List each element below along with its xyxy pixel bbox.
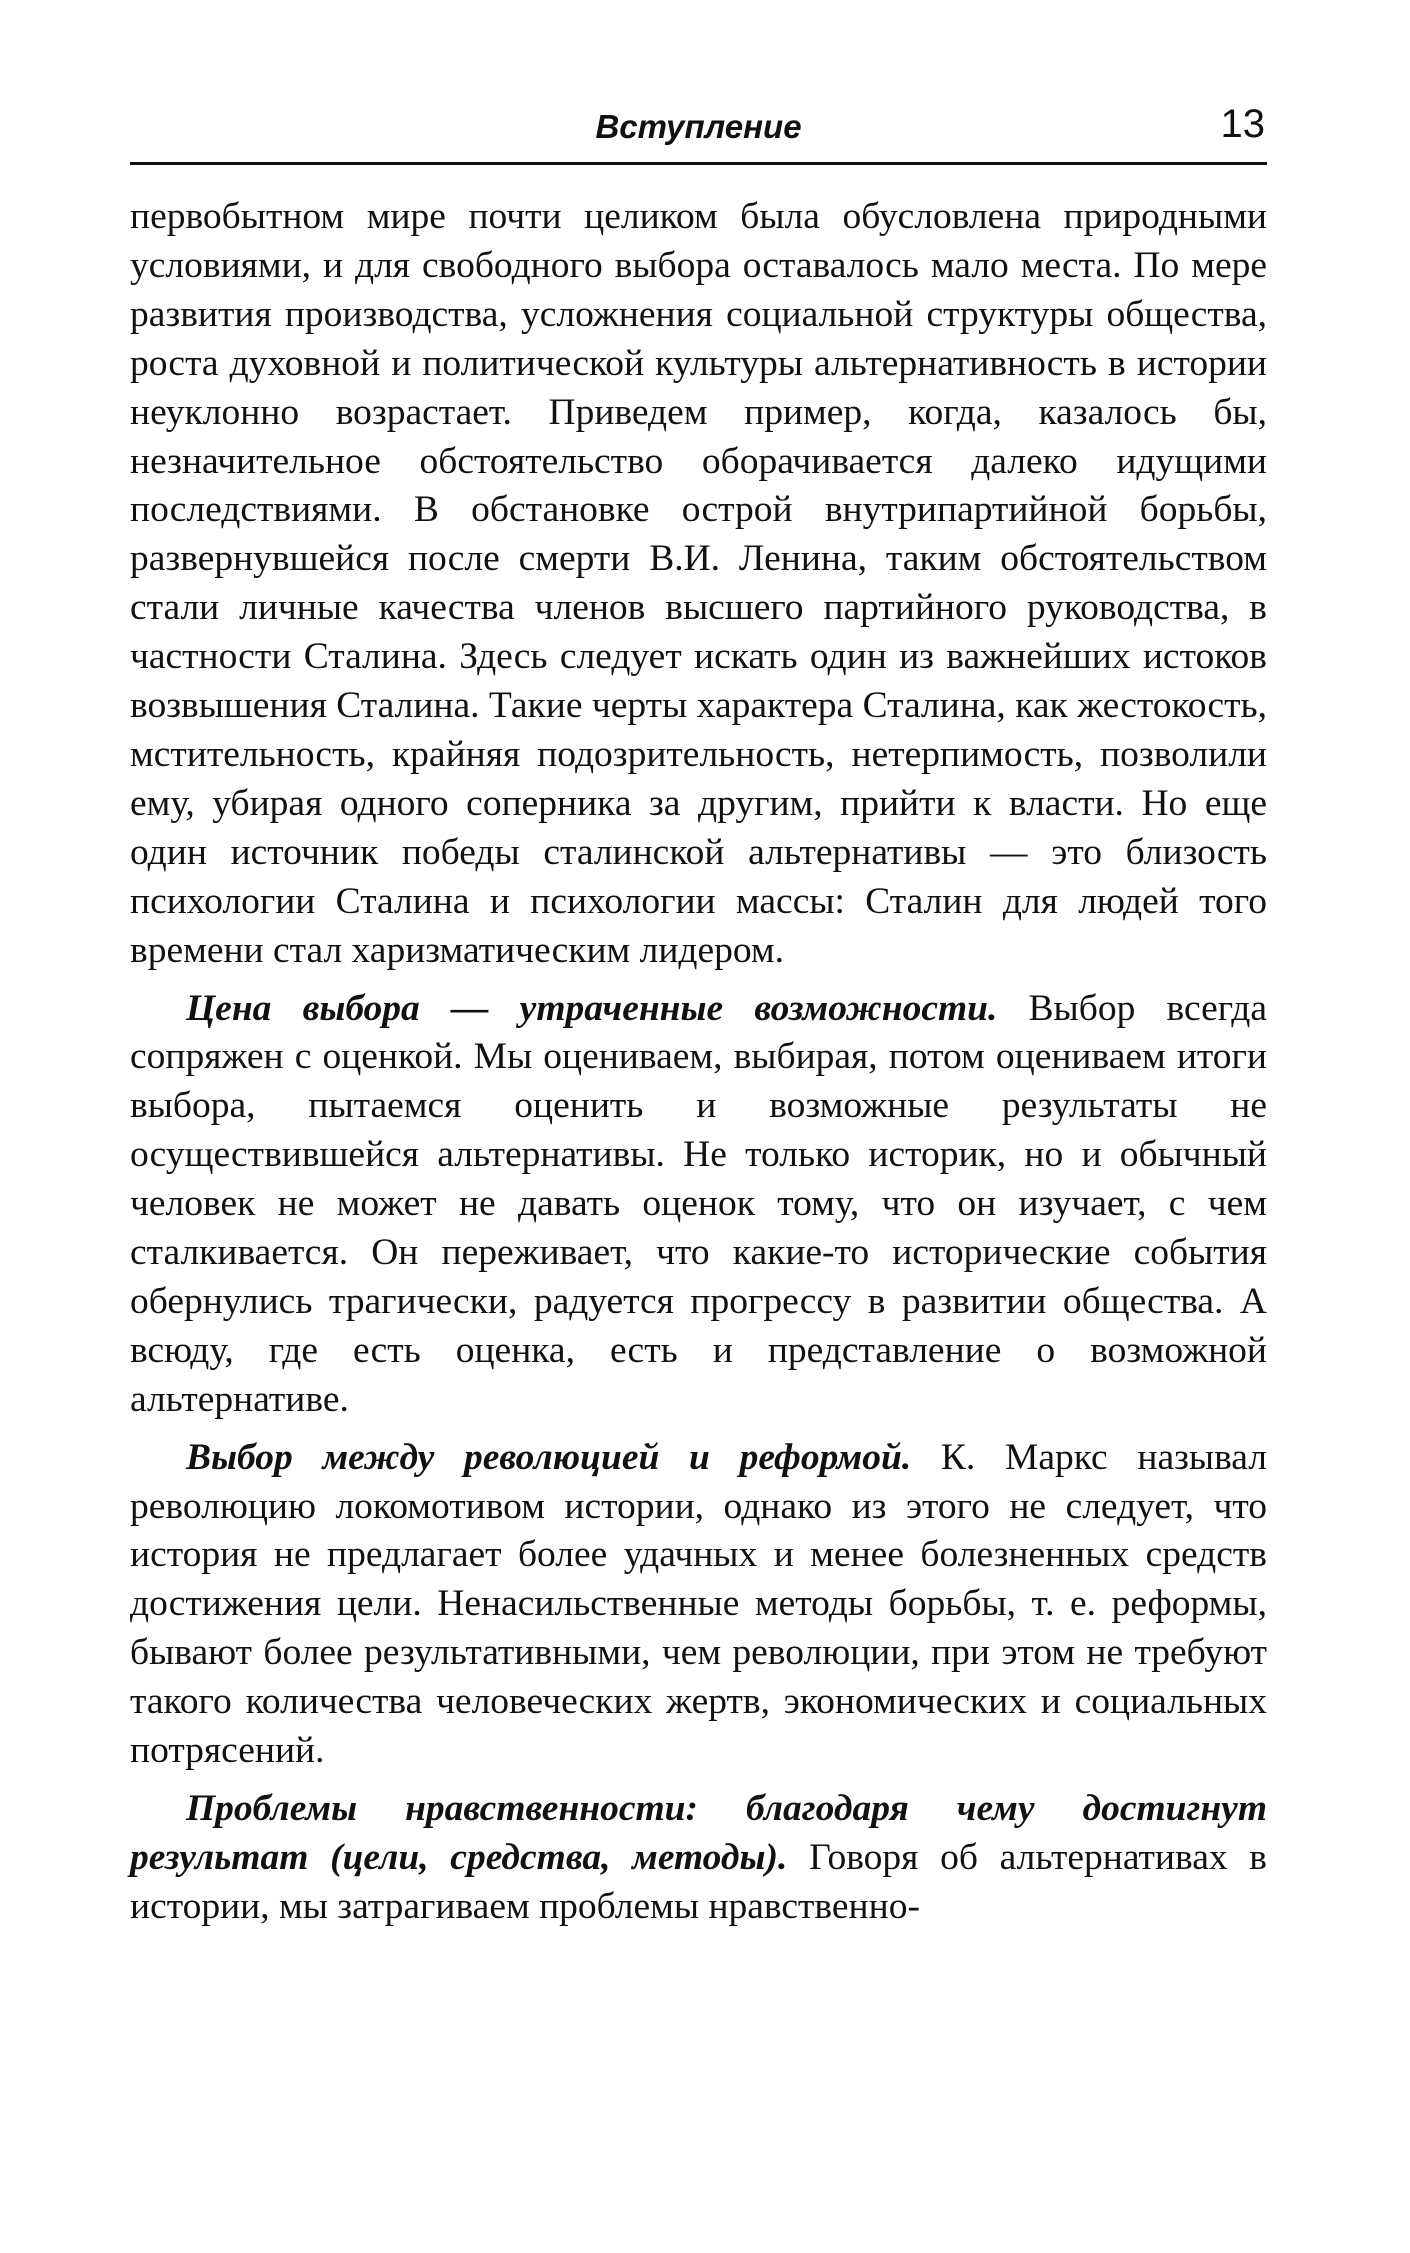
paragraph-3-heading: Выбор между революцией и реформой. [186, 1436, 912, 1478]
paragraph-2-text: Выбор всегда сопряжен с оценкой. Мы оцениваем, выбирая, потом оцениваем итоги выбора, пытаемся оценить и возможные результаты не осуществившейся альтернативы. Не только историк, но и обычный человек не может не давать оценок тому, что он изучает, с чем сталкивается. Он переживает, что какие-то исторические события обернулись трагически, радуется прогрессу в развитии общества. А всюду, где есть оценка, есть и представление о возможной альтернативе. [130, 987, 1267, 1420]
paragraph-3 [130, 1434, 1267, 1776]
page-number: 13 [1220, 102, 1265, 146]
running-head [130, 100, 1267, 165]
paragraph-1: первобытном мире почти целиком была обусловлена природными условиями, и для свободного выбора оставалось мало места. По мере развития производства, усложнения социальной структуры общества, роста духовной и политической культуры альтернативность в истории неуклонно возрастает. Приведем пример, когда, казалось бы, незначительное обстоятельство оборачивается далеко идущими последствиями. В обстановке острой внутрипартийной борьбы, развернувшейся после смерти В.И. Ленина, таким обстоятельством стали личные качества членов высшего партийного руководства, в частности Сталина. Здесь следует искать один из важнейших истоков возвышения Сталина. Такие черты характера Сталина, как жестокость, мстительность, крайняя подозрительность, нетерпимость, позволили ему, убирая одного соперника за другим, прийти к власти. Но еще один источник победы сталинской альтернативы — это близость психологии Сталина и психологии массы: Сталин для людей того времени стал харизматическим лидером. [130, 196, 1267, 971]
paragraph-4-heading: Проблемы нравственности: благодаря чему достигнут результат (цели, средства, методы). [130, 1788, 1267, 1878]
paragraph-2 [130, 985, 1267, 1425]
running-title: Вступление [595, 108, 802, 145]
paragraph-3-text: К. Маркс называл революцию локомотивом истории, однако из этого не следует, что история не предлагает более удачных и менее болезненных средств достижения цели. Ненасильственные методы борьбы, т. е. реформы, бывают более результативными, чем революции, при этом не требуют такого количества человеческих жертв, экономических и социальных потрясений. [130, 1436, 1267, 1772]
body-text [130, 193, 1267, 1932]
paragraph-4-text: Говоря об альтернативах в истории, мы затрагиваем проблемы нравственно- [130, 1836, 1267, 1927]
book-page [130, 100, 1267, 1941]
paragraph-4 [130, 1785, 1267, 1932]
paragraph-2-heading: Цена выбора — утраченные возможности. [186, 987, 998, 1029]
